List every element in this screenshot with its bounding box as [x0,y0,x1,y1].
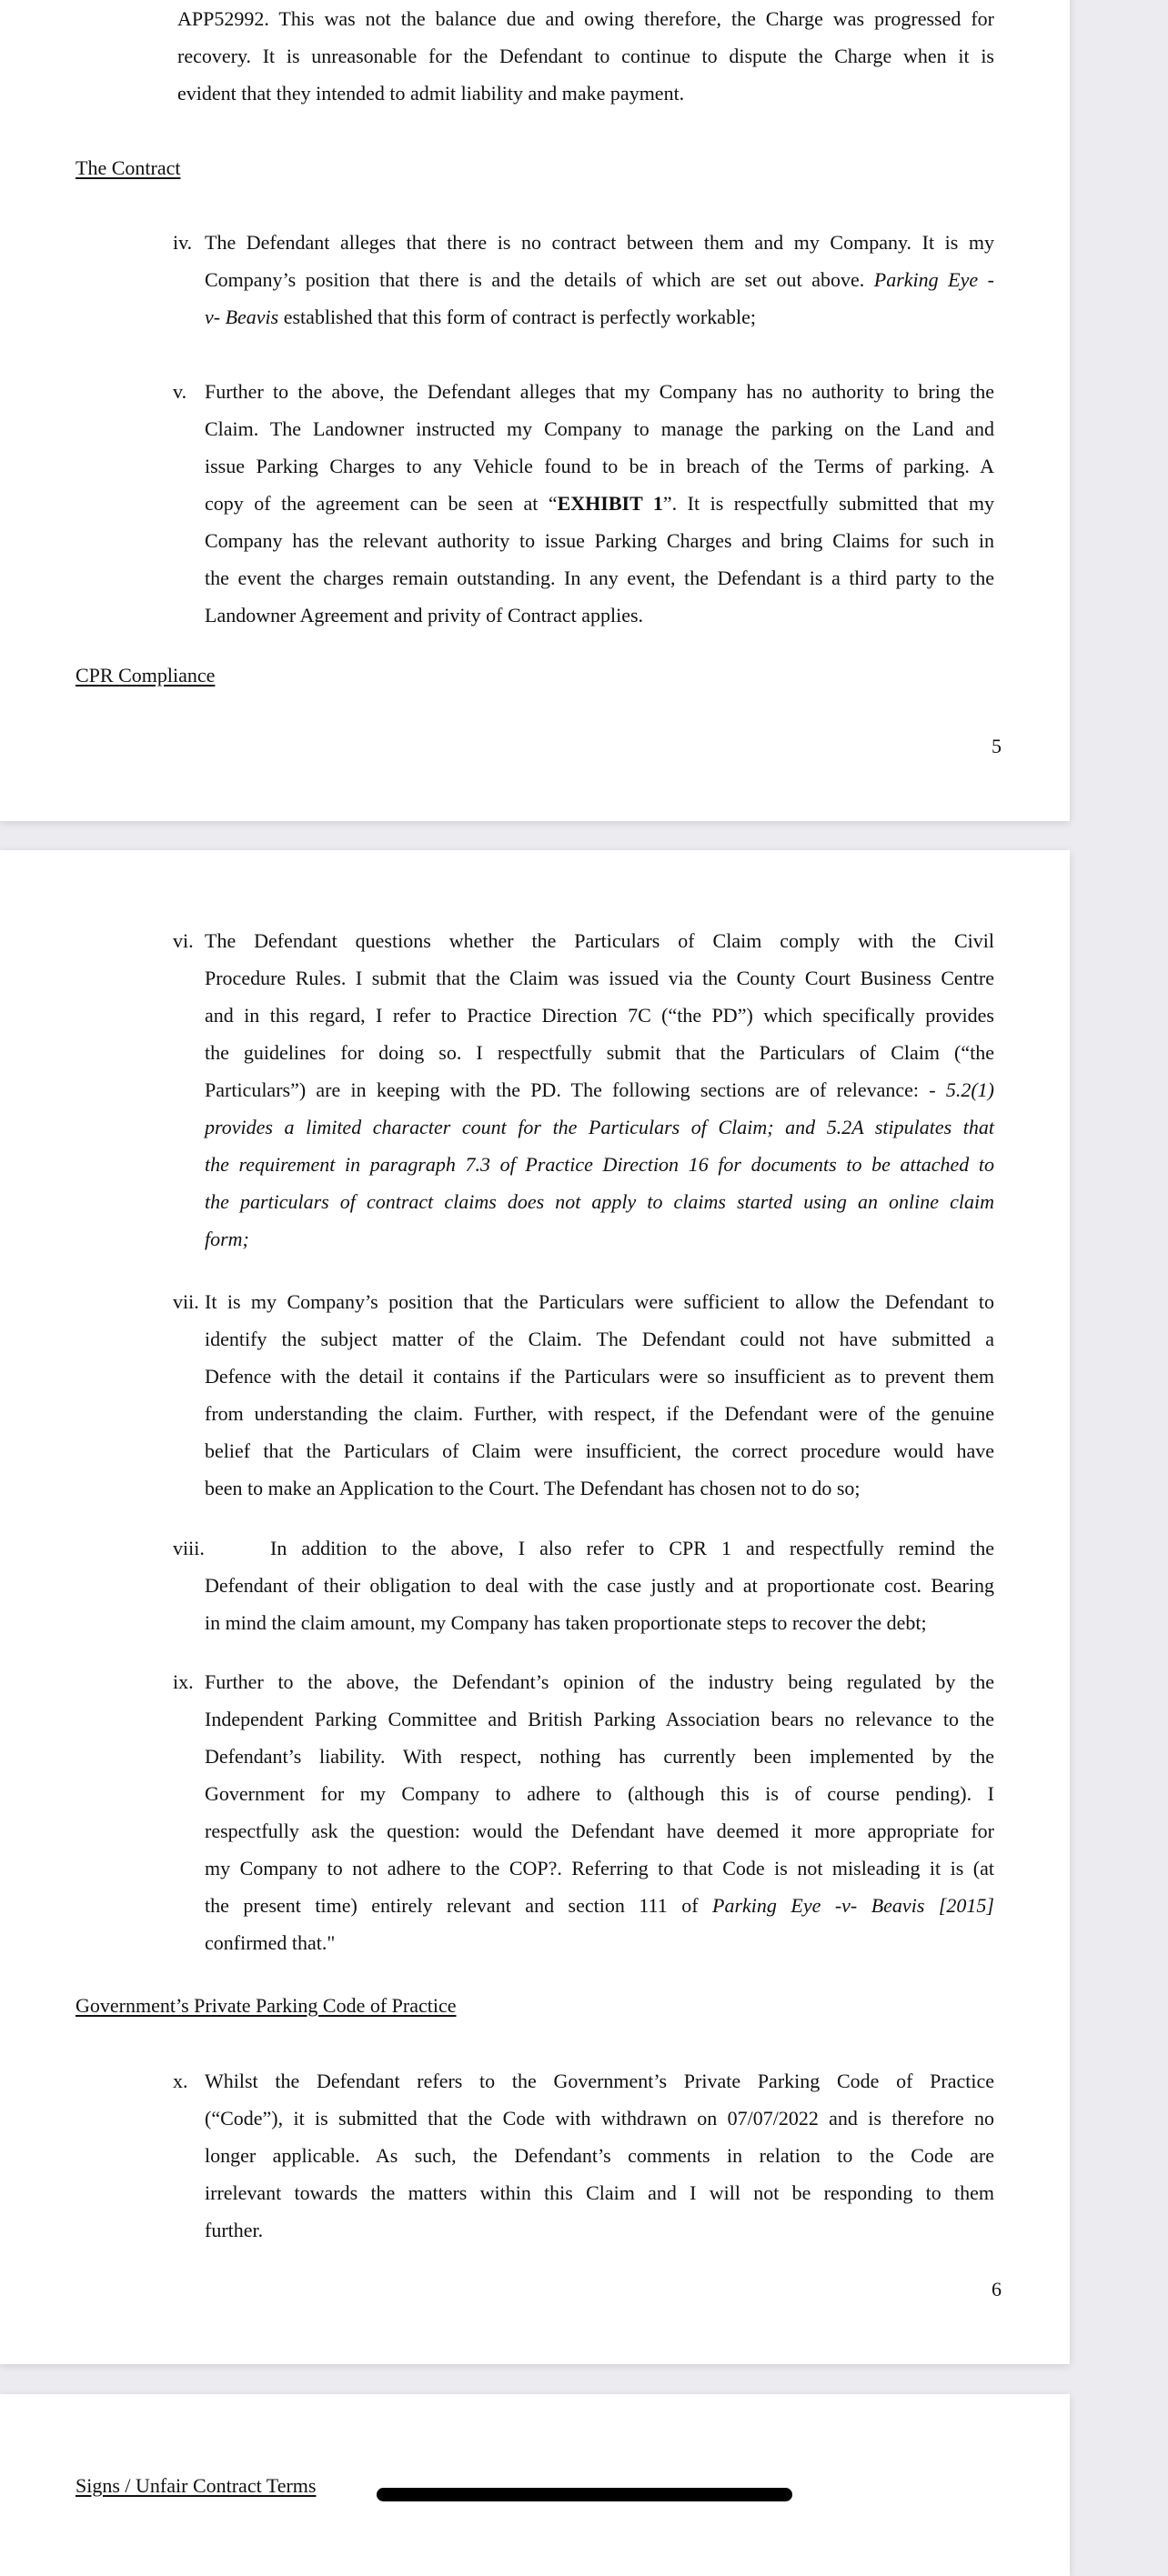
text-segment: identify the subject matter of the Claim. The Defendant could not have submitted a [205,1328,994,1350]
text-segment: Defendant of their obligation to deal with the case justly and at proportionate cost. Bearing [205,1574,994,1597]
text-segment: ”. It is respectfully submitted that my [662,492,994,515]
paragraph-number: ix. [173,1670,194,1693]
text-segment: the guidelines for doing so. I respectfully submit that the Particulars of Claim (“the [205,1041,994,1064]
text-line [177,0,994,37]
text-segment: evident that they intended to admit liability and make payment. [177,82,685,105]
text-line [205,922,994,959]
text-line [270,1529,994,1567]
text-line [205,298,994,336]
text-line [205,1812,994,1849]
italic-text: form; [205,1228,249,1250]
text-segment: It is my Company’s position that the Particulars were sufficient to allow the Defendant to [205,1290,994,1313]
text-line [205,261,994,298]
text-segment: Further to the above, the Defendant alleges that my Company has no authority to bring the [205,380,994,403]
text-line [205,1320,994,1358]
text-line [177,75,994,112]
text-line [205,1432,994,1469]
text-segment: the present time) entirely relevant and section 111 of [205,1894,713,1917]
italic-text: provides a limited character count for the Particulars of Claim; and 5.2A stipulates that [205,1116,994,1138]
text-segment: established that this form of contract is perfectly workable; [278,306,757,328]
text-line [205,1220,994,1258]
text-segment: Company’s position that there is and the details of which are set out above. [205,268,874,291]
text-segment: (“Code”), it is submitted that the Code with withdrawn on 07/07/2022 and is therefore no [205,2107,994,2130]
text-line [205,1071,994,1108]
text-segment: issue Parking Charges to any Vehicle found to be in breach of the Terms of parking. A [205,455,994,477]
text-line [205,1775,994,1812]
text-segment: my Company to not adhere to the COP?. Referring to that Code is not misleading it is (at [205,1857,994,1879]
text-segment: respectfully ask the question: would the Defendant have deemed it more appropriate for [205,1819,994,1842]
section-heading-cpr: CPR Compliance [76,664,216,687]
paragraph-number: iv. [173,231,193,254]
text-segment: The Defendant questions whether the Particulars of Claim comply with the Civil [205,929,994,952]
text-segment: Government for my Company to adhere to (although this is of course pending). I [205,1782,994,1805]
page-number: 6 [992,2278,1002,2300]
text-line [205,1283,994,1320]
text-segment: further. [205,2219,264,2241]
text-line [205,224,994,261]
text-line [205,485,994,522]
text-line [205,1108,994,1146]
text-line [205,2100,994,2137]
text-line [205,447,994,485]
text-line [205,410,994,447]
text-line [205,1700,994,1738]
text-line [205,2174,994,2211]
text-line [205,2062,994,2100]
text-segment: copy of the agreement can be seen at “ [205,492,558,515]
text-line [205,1034,994,1071]
paragraph-number: v. [173,380,187,403]
text-line [205,1183,994,1220]
text-segment: Whilst the Defendant refers to the Government’s Private Parking Code of Practice [205,2070,994,2092]
text-segment: Particulars”) are in keeping with the PD. The following sections are of relevance: - [205,1078,946,1101]
paragraph-number: vi. [173,929,194,952]
text-segment: Claim. The Landowner instructed my Company to manage the parking on the Land and [205,417,994,440]
text-line [205,1358,994,1395]
paragraph-number: vii. [173,1290,199,1313]
text-segment: confirmed that." [205,1931,336,1954]
paragraph-number: x. [173,2070,188,2092]
page-number: 5 [992,735,1002,757]
text-line [205,1395,994,1432]
text-line [205,1887,994,1924]
italic-text: Parking Eye - [873,268,994,291]
text-line [205,2211,994,2249]
text-segment: Defence with the detail it contains if the Particulars were so insufficient as to prevent them [205,1365,994,1388]
text-line [205,1567,994,1604]
text-segment: In addition to the above, I also refer to CPR 1 and respectfully remind the [270,1537,994,1559]
text-segment: Defendant’s liability. With respect, nothing has currently been implemented by the [205,1745,994,1768]
section-heading-signs: Signs / Unfair Contract Terms [76,2474,317,2497]
text-line [205,522,994,559]
text-segment: Company has the relevant authority to issue Parking Charges and bring Claims for such in [205,529,994,552]
section-heading-gov-code: Government’s Private Parking Code of Practice [76,1994,457,2017]
paragraph-number: viii. [173,1537,205,1559]
section-heading-contract: The Contract [76,156,181,179]
italic-text: Parking Eye -v- Beavis [2015] [712,1894,994,1917]
text-segment: Independent Parking Committee and British Parking Association bears no relevance to the [205,1708,994,1730]
text-segment: The Defendant alleges that there is no contract between them and my Company. It is my [205,231,994,254]
text-segment: irrelevant towards the matters within this Claim and I will not be responding to them [205,2181,994,2204]
text-line [205,1469,994,1507]
text-line [205,1604,994,1641]
text-line [205,1663,994,1700]
text-segment: belief that the Particulars of Claim were insufficient, the correct procedure would have [205,1439,994,1462]
text-segment: from understanding the claim. Further, with respect, if the Defendant were of the genuine [205,1402,994,1425]
bold-text: EXHIBIT 1 [557,492,663,515]
text-line [205,2137,994,2174]
text-line [177,37,994,75]
italic-text: the requirement in paragraph 7.3 of Practice Direction 16 for documents to be attached to [205,1153,994,1176]
text-segment: been to make an Application to the Court. The Defendant has chosen not to do so; [205,1477,861,1499]
text-segment: Procedure Rules. I submit that the Claim was issued via the County Court Business Centre [205,967,994,989]
italic-text: the particulars of contract claims does not apply to claims started using an online claim [205,1190,994,1213]
text-segment: Further to the above, the Defendant’s opinion of the industry being regulated by the [205,1670,994,1693]
text-line [205,1849,994,1887]
text-segment: APP52992. This was not the balance due and owing therefore, the Charge was progressed for [177,7,994,30]
text-line [205,1738,994,1775]
text-segment: and in this regard, I refer to Practice Direction 7C (“the PD”) which specifically provides [205,1004,994,1027]
text-line [205,559,994,596]
text-line [205,1146,994,1183]
text-segment: longer applicable. As such, the Defendant’s comments in relation to the Code are [205,2144,994,2167]
italic-text: v- Beavis [205,306,279,328]
text-line [205,373,994,410]
text-line [205,997,994,1034]
text-segment: Landowner Agreement and privity of Contract applies. [205,604,644,626]
text-line [205,596,994,634]
home-indicator[interactable] [377,2488,792,2501]
text-segment: recovery. It is unreasonable for the Defendant to continue to dispute the Charge when it is [177,45,994,67]
text-line [205,959,994,997]
text-line [205,1924,994,1961]
italic-text: 5.2(1) [945,1078,994,1101]
text-segment: the event the charges remain outstanding. In any event, the Defendant is a third party to the [205,566,994,589]
text-segment: in mind the claim amount, my Company has taken proportionate steps to recover the debt; [205,1611,927,1634]
